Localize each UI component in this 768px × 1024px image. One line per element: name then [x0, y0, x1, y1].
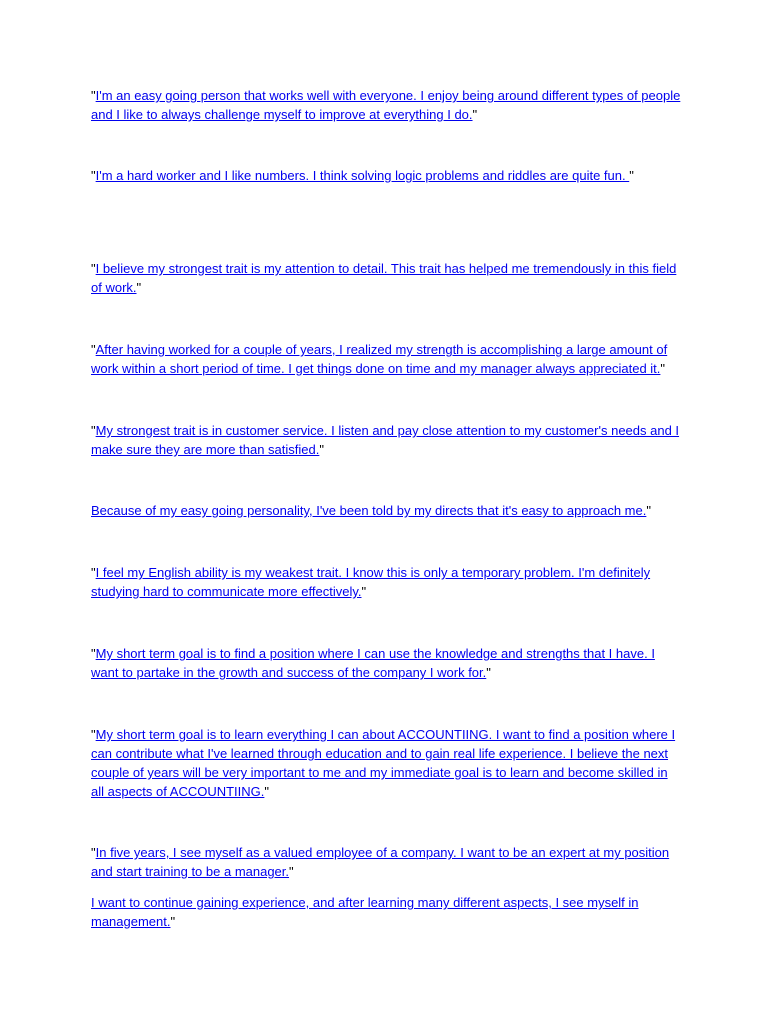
paragraph-short-term-goal-1 [91, 644, 681, 682]
quote-link[interactable]: I feel my English ability is my weakest trait. I know this is only a temporary problem. I'm definitely studying hard to communicate more effectively. [91, 565, 651, 599]
quote-link[interactable]: I'm an easy going person that works well with everyone. I enjoy being around different types of people and I like to always challenge myself to improve at everything I do. [91, 88, 681, 122]
close-quote: " [319, 442, 324, 457]
close-quote: " [629, 168, 634, 183]
paragraph-attention-to-detail [91, 259, 681, 297]
quote-link[interactable]: My short term goal is to find a position where I can use the knowledge and strengths that I have. I want to partake in the growth and success of the company I work for. [91, 646, 655, 680]
open-quote: " [91, 727, 96, 742]
paragraph-customer-service [91, 421, 681, 459]
close-quote: " [472, 107, 478, 122]
close-quote: " [170, 914, 176, 929]
paragraph-weakest-trait [91, 563, 681, 601]
quote-link[interactable]: I want to continue gaining experience, and after learning many different aspects, I see myself in management. [91, 895, 639, 929]
open-quote: " [91, 845, 96, 860]
close-quote: " [486, 665, 491, 680]
paragraph-approachable [91, 501, 681, 520]
close-quote: " [289, 864, 294, 879]
close-quote: " [264, 784, 270, 799]
paragraph-hard-worker [91, 166, 681, 185]
quote-link[interactable]: My short term goal is to learn everything I can about ACCOUNTIING. I want to find a position where I can contribute what I've learned through education and to gain real life experience. I believe the next couple of years will be very important to me and my immediate goal is to learn and become skilled in all aspects of ACCOUNTIING. [91, 727, 676, 799]
open-quote: " [91, 423, 96, 438]
quote-link[interactable]: In five years, I see myself as a valued employee of a company. I want to be an expert at my position and start training to be a manager. [91, 845, 670, 879]
open-quote: " [91, 342, 96, 357]
quote-link[interactable]: I believe my strongest trait is my attention to detail. This trait has helped me tremendously in this field of work. [91, 261, 677, 295]
open-quote: " [91, 261, 96, 276]
close-quote: " [660, 361, 666, 376]
quote-link[interactable]: My strongest trait is in customer service. I listen and pay close attention to my customer's needs and I make sure they are more than satisfied. [91, 423, 680, 457]
open-quote: " [91, 565, 96, 580]
quote-link[interactable]: After having worked for a couple of years, I realized my strength is accomplishing a large amount of work within a short period of time. I get things done on time and my manager always appreciated it. [91, 342, 668, 376]
open-quote: " [91, 646, 96, 661]
open-quote: " [91, 168, 96, 183]
close-quote: " [361, 584, 367, 599]
paragraph-work-volume [91, 340, 681, 378]
close-quote: " [136, 280, 142, 295]
paragraph-management [91, 893, 681, 931]
close-quote: " [646, 503, 651, 518]
paragraph-short-term-goal-2 [91, 725, 681, 801]
paragraph-easy-going [91, 86, 681, 124]
paragraph-five-years [91, 843, 681, 881]
quote-link[interactable]: Because of my easy going personality, I've been told by my directs that it's easy to approach me. [91, 503, 647, 518]
open-quote: " [91, 88, 96, 103]
quote-link[interactable]: I'm a hard worker and I like numbers. I think solving logic problems and riddles are quite fun. [95, 168, 630, 183]
